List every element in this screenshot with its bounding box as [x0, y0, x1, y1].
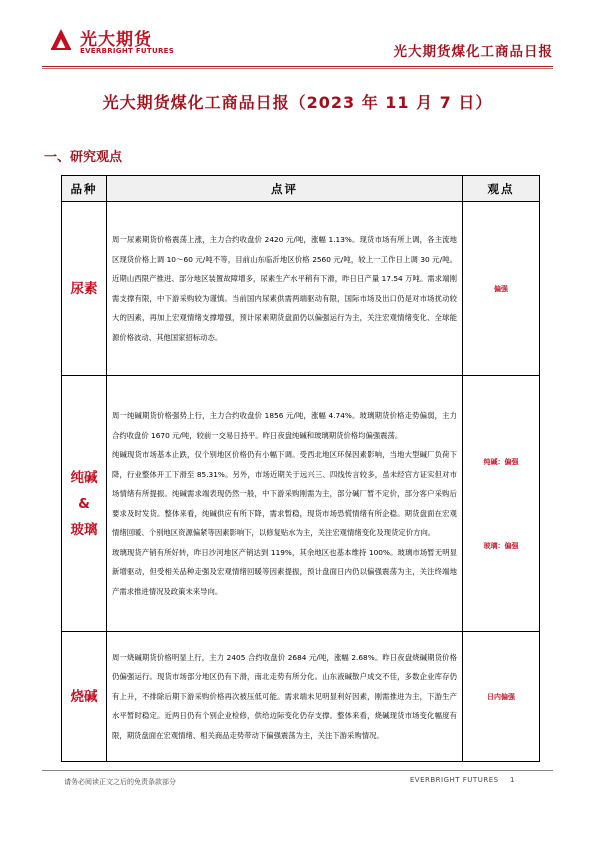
view-label: 偏强: [494, 284, 508, 293]
column-header-variety: 品种: [62, 176, 107, 202]
comment-paragraph: 周一纯碱期货价格强势上行，主力合约收盘价 1856 元/吨，涨幅 4.74%。玻璃期货价格走势偏弱，主力合约收盘价 1670 元/吨，较前一交易日持平。昨日夜盘纯碱和玻璃期货价格均偏强震荡。: [112, 411, 457, 440]
comment-cell: [107, 632, 463, 762]
view-cell: [463, 202, 540, 376]
variety-ampersand: &: [78, 495, 90, 512]
view-cell: [463, 376, 540, 632]
view-label-soda: 纯碱：偏强: [483, 457, 519, 466]
page-number: 1: [510, 776, 515, 784]
table-row-caustic-soda: [62, 632, 540, 762]
variety-name-glass: 玻璃: [70, 521, 98, 538]
table-header-row: [62, 176, 540, 202]
column-header-comment: 点评: [107, 176, 463, 202]
view-cell: [463, 632, 540, 762]
header-report-title: 光大期货煤化工商品日报: [393, 44, 553, 60]
header-divider: [42, 66, 553, 67]
comment-cell: [107, 376, 463, 632]
table-row-urea: [62, 202, 540, 376]
variety-cell: 尿素: [62, 202, 107, 376]
column-header-view: 观点: [463, 176, 540, 202]
comment-paragraph: 玻璃现货产销有所好转，昨日沙河地区产销达到 119%，其余地区也基本维持 100%。玻璃市场暂无明显新增驱动，但受相关品种走强及宏观情绪回暖等因素提振，预计盘面日内仍以偏强震荡为主，关注终端地产需求推进情况及政策未来导向。: [112, 547, 457, 596]
comment-paragraph: 周一尿素期货价格震荡上涨，主力合约收盘价 2420 元/吨，涨幅 1.13%。现货市场有所上调，各主流地区现货价格上调 10～60 元/吨不等，目前山东临沂地区价格 2560 元/吨，较上一工作日上调 30 元/吨。近期山西限产推进、部分地区装置故障增多，尿素生产水平稍有下滑，昨日日产量 17.54 万吨。需求端刚需支撑有限，中下游采购较为谨慎。当前国内尿素供需两端驱动有限，国际市场及出口仍是对市场扰动较大的因素，再加上宏观情绪支撑增强，预计尿素期货盘面仍以偏强运行为主，关注宏观情绪变化、全球能源价格波动、其他国家招标动态。: [112, 235, 457, 342]
research-view-table: [61, 175, 540, 762]
comment-paragraph: 周一烧碱期货价格明显上行，主力 2405 合约收盘价 2684 元/吨，涨幅 2.68%。昨日夜盘烧碱期货价格仍偏强运行。现货市场部分地区仍有下滑，南北走势有所分化。山东液碱散户成交不佳，多数企业库存仍有上升，不排除后期下游采购价格再次被压低可能。需求端未见明显利好因素，刚需推进为主，下游生产水平暂时稳定。近两日仍有个别企业检修，供给边际变化仍存支撑。整体来看，烧碱现货市场变化幅度有限，期货盘面在宏观情绪、相关商品走势带动下偏强震荡为主，关注下游采购情况。: [112, 652, 457, 740]
section-title: 一、研究观点: [44, 150, 123, 165]
view-label-glass: 玻璃：偏强: [483, 541, 519, 550]
logo-mark-icon: [48, 26, 74, 52]
view-label: 日内偏强: [487, 692, 515, 701]
document-title: 光大期货煤化工商品日报（2023 年 11 月 7 日）: [102, 93, 493, 112]
company-logo: [48, 22, 178, 66]
footer-brand-page: [410, 776, 515, 784]
header-divider-thin: [42, 68, 553, 69]
variety-cell: [62, 376, 107, 632]
logo-text-en: EVERBRIGHT FUTURES: [80, 47, 175, 55]
variety-name-soda: 纯碱: [70, 469, 98, 486]
footer-brand: EVERBRIGHT FUTURES: [409, 776, 499, 784]
footer-divider: [42, 770, 553, 771]
footer-disclaimer: 请务必阅读正文之后的免责条款部分: [64, 778, 176, 786]
comment-cell: [107, 202, 463, 376]
variety-cell: 烧碱: [62, 632, 107, 762]
logo-text-cn: 光大期货: [80, 30, 152, 50]
table-row-soda-glass: [62, 376, 540, 632]
comment-paragraph: 纯碱现货市场基本止跌，仅个别地区价格仍有小幅下调。受西北地区环保因素影响，当地大型碱厂负荷下降，行业整体开工下滑至 85.31%。另外，市场近期关于远兴三、四线传言较多，虽未经官方证实但对市场情绪有所提振。纯碱需求端表现仍然一般，中下游采购刚需为主，部分碱厂暂不定价，部分客户采购后要求及时发货。整体来看，纯碱供应有所下降，需求暂稳，现货市场恐慌情绪有所企稳。期货盘面在宏观情绪回暖、个别地区资源偏紧等因素影响下，以修复贴水为主，关注宏观情绪变化及现货定价方向。: [112, 450, 457, 537]
